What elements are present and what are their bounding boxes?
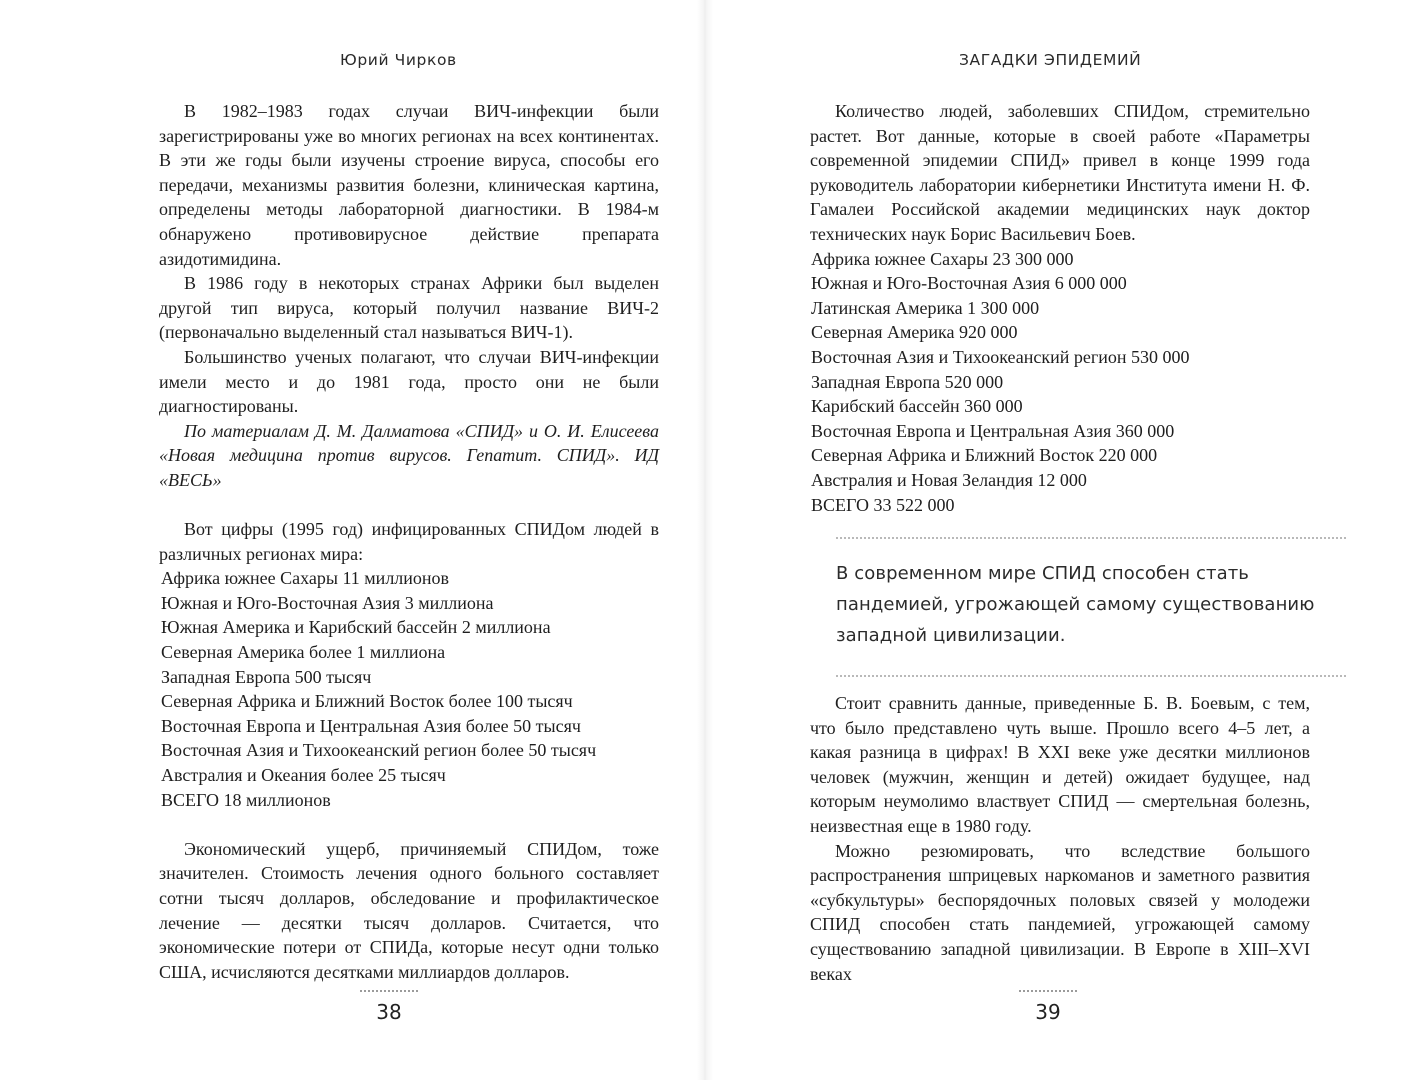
- list-item: Северная Африка и Ближний Восток 220 000: [811, 445, 1158, 466]
- page-number-left: 38: [376, 1000, 402, 1024]
- list-item: Австралия и Новая Зеландия 12 000: [811, 469, 1087, 490]
- list-item: ВСЕГО 18 миллионов: [161, 789, 331, 810]
- list-item: Латинская Америка 1 300 000: [811, 297, 1040, 318]
- spacer: [159, 812, 659, 837]
- paragraph-economic-damage: Экономический ущерб, причиняемый СПИДом, тоже значителен. Стоимость лечения одного больного составляет сотни тысяч долларов, обследование и профилактическое лечение — десятки тысяч долларов. Считается, что экономические потери от СПИДа, которые несут одни только США, исчисляются десятками миллиардов долларов.: [159, 838, 659, 982]
- paragraph-comparison: Стоит сравнить данные, приведенные Б. В. Боевым, с тем, что было представлено чуть выше. Прошло всего 4–5 лет, а какая разница в цифрах! В XXI веке уже десятки миллионов человек (мужчин, женщин и детей) ожидает будущее, над которым неумолимо властвует СПИД — смертельная болезнь, неизвестная еще в 1980 году.: [810, 693, 1310, 837]
- list-item: Северная Америка 920 000: [811, 322, 1018, 343]
- pull-quote: [836, 517, 1346, 691]
- list-item: Южная Америка и Карибский бассейн 2 миллиона: [161, 617, 551, 638]
- list-item: ВСЕГО 33 522 000: [811, 494, 955, 515]
- paragraph-hiv-registration: В 1982–1983 годах случаи ВИЧ-инфекции были зарегистрированы уже во многих регионах на всех континентах. В эти же годы были изучены строение вируса, способы его передачи, механизмы развития болезни, клиническая картина, определены методы лабораторной диагностики. В 1984-м обнаружено противовирусное действие препарата азидотимидина.: [159, 101, 659, 269]
- pull-quote-top-rule: [836, 537, 1346, 539]
- list-item: Восточная Азия и Тихоокеанский регион более 50 тысяч: [161, 740, 597, 761]
- pull-quote-text: В современном мире СПИД способен стать пандемией, угрожающей самому существованию западной цивилизации.: [836, 563, 1315, 647]
- list-item: Восточная Европа и Центральная Азия 360 000: [811, 420, 1175, 441]
- pull-quote-bottom-rule: [836, 675, 1346, 677]
- list-item: Южная и Юго-Восточная Азия 6 000 000: [811, 273, 1127, 294]
- right-page: [705, 0, 1410, 1080]
- paragraph-aids-growth: Количество людей, заболевших СПИДом, стремительно растет. Вот данные, которые в своей работе «Параметры современной эпидемии СПИД» привел в конце 1999 года руководитель лаборатории кибернетики Института имени Н. Ф. Гамалеи Российской академии медицинских наук доктор технических наук Борис Васильевич Боев.: [810, 101, 1310, 244]
- spacer: [159, 493, 659, 518]
- left-page-body: [159, 99, 659, 984]
- figures-1999-list: [810, 247, 1310, 518]
- running-head-title: ЗАГАДКИ ЭПИДЕМИЙ: [959, 51, 1142, 69]
- list-item: Африка южнее Сахары 23 300 000: [811, 248, 1074, 269]
- page-number-rule: [1019, 990, 1077, 992]
- paragraph-pandemic: Можно резюмировать, что вследствие большого распространения шприцевых наркоманов и заметного развития «субкультуры» беспорядочных половых связей у молодежи СПИД способен стать пандемией, угрожающей самому существованию западной цивилизации. В Европе в XIII–XVI веках: [810, 840, 1310, 984]
- list-item: Восточная Азия и Тихоокеанский регион 530 000: [811, 346, 1190, 367]
- list-item: Африка южнее Сахары 11 миллионов: [161, 568, 450, 589]
- right-page-body: [810, 99, 1315, 986]
- figures-intro: Вот цифры (1995 год) инфицированных СПИДом людей в различных регионах мира:: [159, 519, 659, 564]
- list-item: Западная Европа 520 000: [811, 371, 1004, 392]
- figures-1995-list: [159, 566, 659, 812]
- paragraph-hiv-2: В 1986 году в некоторых странах Африки был выделен другой тип вируса, который получил название ВИЧ-2 (первоначально выделенный стал называться ВИЧ-1).: [159, 273, 659, 343]
- list-item: Восточная Европа и Центральная Азия более 50 тысяч: [161, 715, 581, 736]
- page-number-rule: [360, 990, 418, 992]
- running-head-author: Юрий Чирков: [340, 51, 457, 69]
- list-item: Австралия и Океания более 25 тысяч: [161, 765, 446, 786]
- page-number-right: 39: [1035, 1000, 1061, 1024]
- list-item: Северная Африка и Ближний Восток более 100 тысяч: [161, 691, 573, 712]
- list-item: Карибский бассейн 360 000: [811, 396, 1023, 417]
- paragraph-before-1981: Большинство ученых полагают, что случаи ВИЧ-инфекции имели место и до 1981 года, просто они не были диагностированы.: [159, 346, 659, 417]
- list-item: Южная и Юго-Восточная Азия 3 миллиона: [161, 592, 494, 613]
- source-note: По материалам Д. М. Далматова «СПИД» и О. И. Елисеева «Новая медицина против вирусов. Гепатит. СПИД». ИД «ВЕСЬ»: [159, 420, 659, 490]
- list-item: Северная Америка более 1 миллиона: [161, 642, 446, 663]
- list-item: Западная Европа 500 тысяч: [161, 666, 372, 687]
